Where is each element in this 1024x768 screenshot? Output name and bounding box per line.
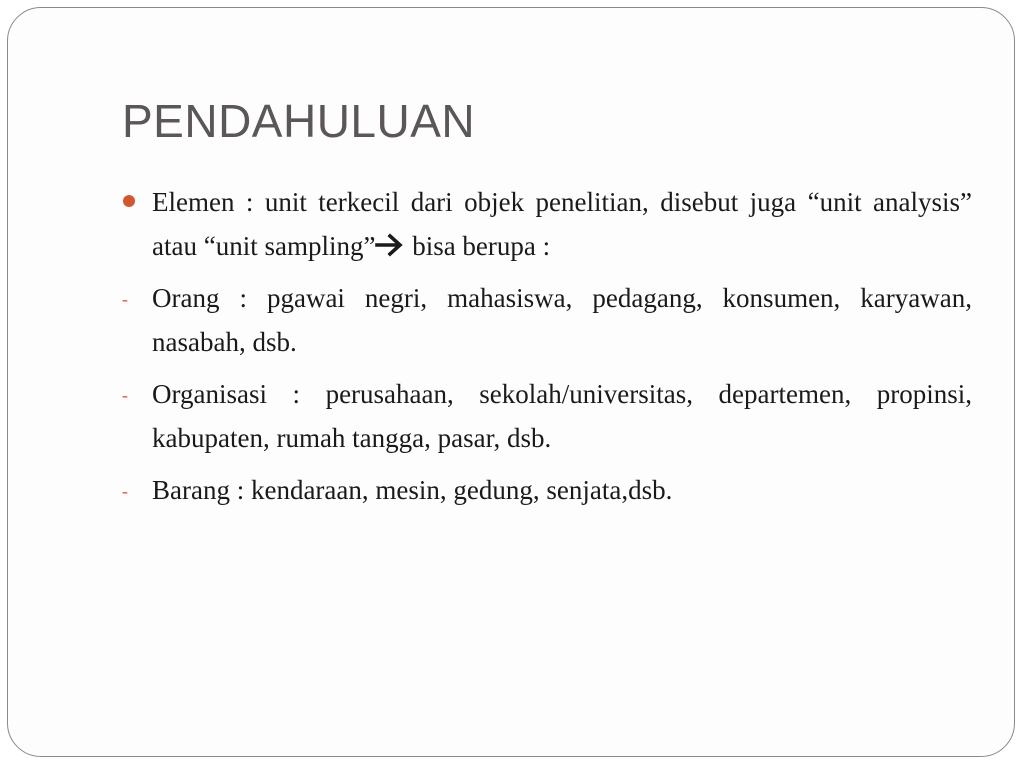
sub-item-organisasi [122,372,972,460]
dash-marker: - [122,385,128,405]
slide-title: PENDAHULUAN [122,95,476,147]
bullet-text-before-arrow: Elemen : unit terkecil dari objek penelitian, disebut juga “unit analysis” atau “unit sampling” [152,187,972,261]
sub-item-text: Orang : pgawai negri, mahasiswa, pedagang, konsumen, karyawan, nasabah, dsb. [152,283,972,357]
sub-item-text: Barang : kendaraan, mesin, gedung, senjata,dsb. [152,475,673,505]
dash-marker: - [122,481,128,501]
bullet-text-after-arrow: bisa berupa : [405,231,551,261]
dash-marker: - [122,289,128,309]
sub-item-text: Organisasi : perusahaan, sekolah/universitas, departemen, propinsi, kabupaten, rumah tangga, pasar, dsb. [152,379,972,453]
slide-content [122,180,972,520]
bullet-dot-icon [123,195,135,207]
sub-item-orang [122,276,972,364]
bullet-item-elemen [122,180,972,268]
slide-frame [7,7,1015,757]
right-arrow-icon [375,233,405,257]
sub-item-barang [122,468,972,512]
